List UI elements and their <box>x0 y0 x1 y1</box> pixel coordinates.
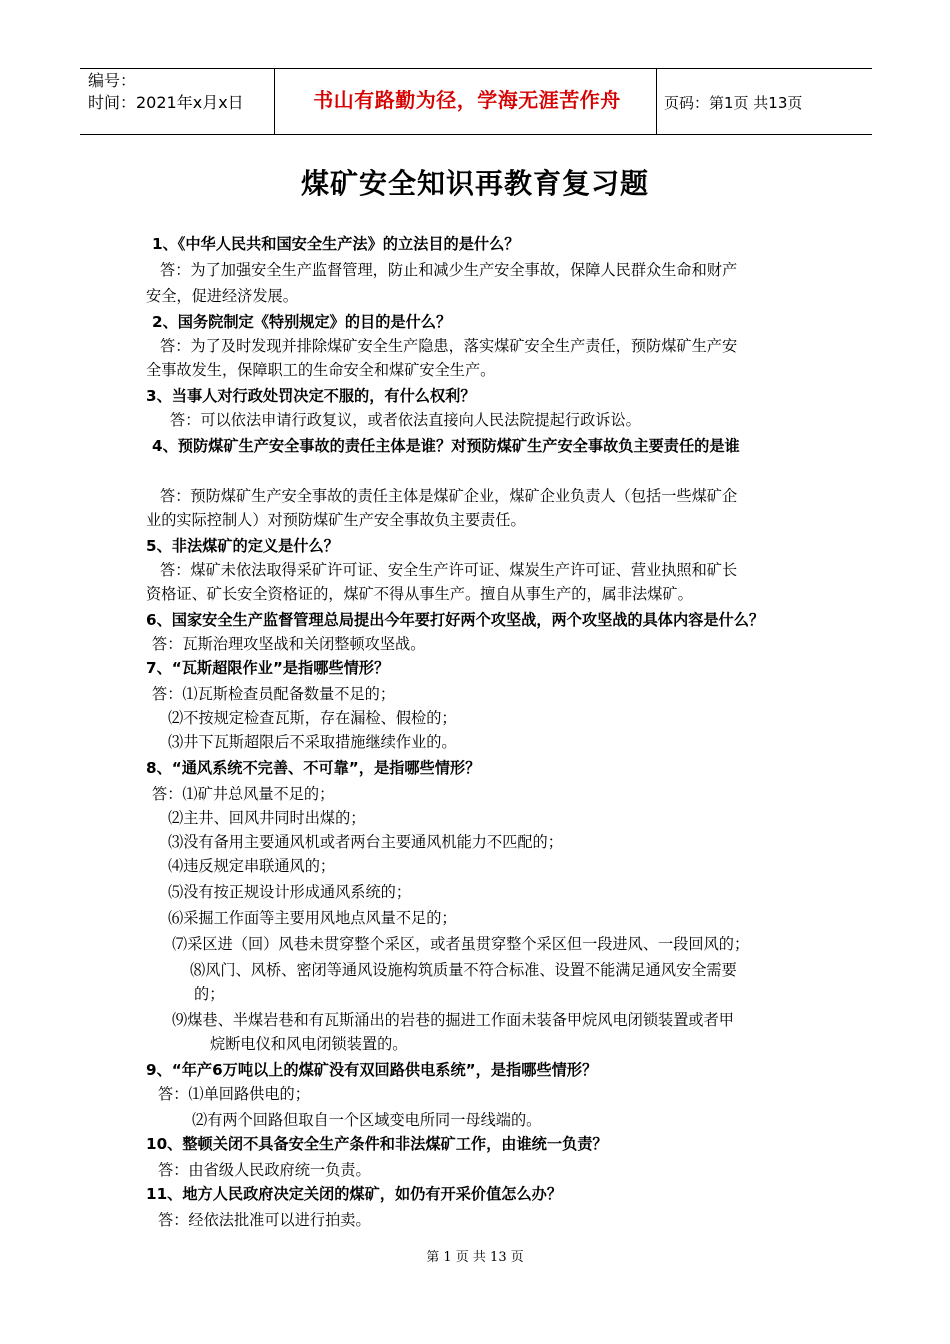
doc-number-label: 编号： <box>88 71 137 90</box>
answer-8-item-8: ⑻风门、风桥、密闭等通风设施构筑质量不符合标准、设置不能满足通风安全需要 <box>190 961 737 979</box>
answer-4-line-1: 答：预防煤矿生产安全事故的责任主体是煤矿企业，煤矿企业负责人（包括一些煤矿企 <box>160 487 738 505</box>
header-bottom-rule <box>80 134 872 135</box>
question-4: 4、预防煤矿生产安全事故的责任主体是谁？对预防煤矿生产安全事故负主要责任的是谁 <box>152 437 740 455</box>
answer-8-item-8-cont: 的； <box>194 985 225 1003</box>
answer-1-line-1: 答：为了加强安全生产监督管理，防止和减少生产安全事故，保障人民群众生命和财产 <box>160 261 738 279</box>
question-7: 7、“瓦斯超限作业”是指哪些情形？ <box>146 659 390 677</box>
answer-8-item-3: ⑶没有备用主要通风机或者两台主要通风机能力不匹配的； <box>168 833 563 851</box>
question-9: 9、“年产6万吨以上的煤矿没有双回路供电系统”，是指哪些情形？ <box>146 1061 598 1079</box>
answer-9-item-2: ⑵有两个回路但取自一个区域变电所同一母线端的。 <box>192 1111 542 1129</box>
question-11: 11、地方人民政府决定关闭的煤矿，如仍有开采价值怎么办？ <box>146 1185 563 1203</box>
header-divider-left <box>274 68 275 134</box>
answer-9-item-1: 答：⑴单回路供电的； <box>158 1085 310 1103</box>
answer-8-item-5: ⑸没有按正规设计形成通风系统的； <box>168 883 411 901</box>
question-8: 8、“通风系统不完善、不可靠”，是指哪些情形？ <box>146 759 481 777</box>
answer-10: 答：由省级人民政府统一负责。 <box>158 1161 371 1179</box>
answer-5-line-2: 资格证、矿长安全资格证的，煤矿不得从事生产。擅自从事生产的，属非法煤矿。 <box>146 585 693 603</box>
answer-2-line-1: 答：为了及时发现并排除煤矿安全生产隐患，落实煤矿安全生产责任，预防煤矿生产安 <box>160 337 738 355</box>
question-1: 1、《中华人民共和国安全生产法》的立法目的是什么？ <box>152 235 520 253</box>
question-3: 3、当事人对行政处罚决定不服的，有什么权利？ <box>146 387 476 405</box>
question-6: 6、国家安全生产监督管理总局提出今年要打好两个攻坚战，两个攻坚战的具体内容是什么？ <box>146 611 765 629</box>
answer-8-item-6: ⑹采掘工作面等主要用风地点风量不足的； <box>168 909 457 927</box>
header-page-code: 页码：第1页 共13页 <box>664 94 803 112</box>
answer-8-item-1: 答：⑴矿井总风量不足的； <box>152 785 335 803</box>
header-motto: 书山有路勤为径，学海无涯苦作舟 <box>313 88 621 112</box>
answer-11: 答：经依法批准可以进行拍卖。 <box>158 1211 371 1229</box>
answer-7-item-1: 答：⑴瓦斯检查员配备数量不足的； <box>152 685 395 703</box>
doc-time-label: 时间：2021年x月x日 <box>88 93 244 112</box>
answer-7-item-3: ⑶井下瓦斯超限后不采取措施继续作业的。 <box>168 733 457 751</box>
page-footer: 第 1 页 共 13 页 <box>426 1250 524 1265</box>
answer-8-item-9: ⑼煤巷、半煤岩巷和有瓦斯涌出的岩巷的掘进工作面未装备甲烷风电闭锁装置或者甲 <box>172 1011 734 1029</box>
header-top-rule <box>80 68 872 69</box>
answer-2-line-2: 全事故发生，保障职工的生命安全和煤矿安全生产。 <box>146 361 496 379</box>
answer-3: 答：可以依法申请行政复议，或者依法直接向人民法院提起行政诉讼。 <box>170 411 641 429</box>
header-divider-right <box>656 68 657 134</box>
answer-1-line-2: 安全，促进经济发展。 <box>146 287 298 305</box>
question-5: 5、非法煤矿的定义是什么？ <box>146 537 339 555</box>
answer-7-item-2: ⑵不按规定检查瓦斯，存在漏检、假检的； <box>168 709 457 727</box>
answer-6: 答：瓦斯治理攻坚战和关闭整顿攻坚战。 <box>152 635 426 653</box>
answer-4-line-2: 业的实际控制人）对预防煤矿生产安全事故负主要责任。 <box>146 511 526 529</box>
answer-8-item-2: ⑵主井、回风井同时出煤的； <box>168 809 366 827</box>
answer-5-line-1: 答：煤矿未依法取得采矿许可证、安全生产许可证、煤炭生产许可证、营业执照和矿长 <box>160 561 738 579</box>
answer-8-item-4: ⑷违反规定串联通风的； <box>168 857 336 875</box>
question-10: 10、整顿关闭不具备安全生产条件和非法煤矿工作，由谁统一负责？ <box>146 1135 608 1153</box>
answer-8-item-7: ⑺采区进（回）风巷未贯穿整个采区，或者虽贯穿整个采区但一段进风、一段回风的； <box>172 935 750 953</box>
answer-8-item-9-cont: 烷断电仪和风电闭锁装置的。 <box>210 1035 408 1053</box>
header-meta <box>88 70 244 114</box>
document-title: 煤矿安全知识再教育复习题 <box>300 167 649 200</box>
question-2: 2、国务院制定《特别规定》的目的是什么？ <box>152 313 452 331</box>
